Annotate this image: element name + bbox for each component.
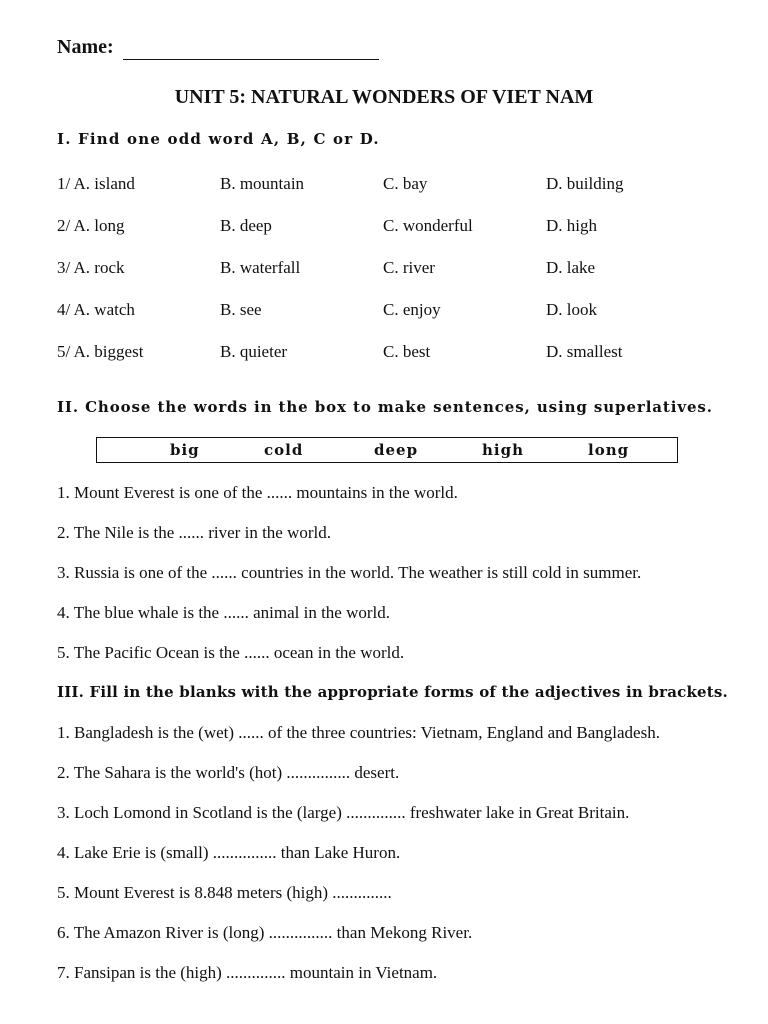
option-b: B. deep xyxy=(220,216,272,235)
option-a: 3/ A. rock xyxy=(57,258,125,277)
option-a: 4/ A. watch xyxy=(57,300,135,319)
option-c: C. river xyxy=(383,258,435,277)
section-3-heading: III. Fill in the blanks with the appropriate forms of the adjectives in brackets. xyxy=(57,683,728,701)
option-c: C. wonderful xyxy=(383,216,473,235)
box-word: deep xyxy=(374,441,419,459)
option-a: 2/ A. long xyxy=(57,216,125,235)
sentence-item: 4. The blue whale is the ...... animal in the world. xyxy=(57,603,391,622)
option-b: B. quieter xyxy=(220,342,288,361)
option-a: 1/ A. island xyxy=(57,174,135,193)
option-d: D. building xyxy=(546,174,624,193)
option-a: 5/ A. biggest xyxy=(57,342,144,361)
sentence-item: 3. Russia is one of the ...... countries in the world. The weather is still cold in summer. xyxy=(57,563,642,582)
option-c: C. bay xyxy=(383,174,428,193)
sentence-item: 6. The Amazon River is (long) ............... than Mekong River. xyxy=(57,923,473,942)
option-b: B. mountain xyxy=(220,174,305,193)
name-label: Name: xyxy=(57,36,114,58)
box-word: big xyxy=(170,441,200,459)
sentence-item: 3. Loch Lomond in Scotland is the (large) .............. freshwater lake in Great Britain. xyxy=(57,803,630,822)
section-2-heading: II. Choose the words in the box to make sentences, using superlatives. xyxy=(57,398,713,416)
sentence-item: 1. Bangladesh is the (wet) ...... of the three countries: Vietnam, England and Bangladesh. xyxy=(57,723,660,742)
option-c: C. best xyxy=(383,342,431,361)
option-d: D. look xyxy=(546,300,597,319)
option-c: C. enjoy xyxy=(383,300,441,319)
option-b: B. see xyxy=(220,300,262,319)
sentence-item: 1. Mount Everest is one of the ...... mountains in the world. xyxy=(57,483,458,502)
sentence-item: 7. Fansipan is the (high) .............. mountain in Vietnam. xyxy=(57,963,438,982)
box-word: long xyxy=(588,441,630,459)
option-d: D. high xyxy=(546,216,597,235)
name-blank-line xyxy=(123,59,379,60)
sentence-item: 4. Lake Erie is (small) ............... than Lake Huron. xyxy=(57,843,401,862)
box-word: high xyxy=(482,441,524,459)
sentence-item: 2. The Sahara is the world's (hot) ............... desert. xyxy=(57,763,400,782)
option-d: D. lake xyxy=(546,258,596,277)
sentence-item: 5. Mount Everest is 8.848 meters (high) .............. xyxy=(57,883,392,902)
page-title: UNIT 5: NATURAL WONDERS OF VIET NAM xyxy=(174,86,594,108)
sentence-item: 5. The Pacific Ocean is the ...... ocean in the world. xyxy=(57,643,405,662)
section-1-heading: I. Find one odd word A, B, C or D. xyxy=(57,130,380,148)
option-b: B. waterfall xyxy=(220,258,301,277)
box-word: cold xyxy=(264,441,304,459)
sentence-item: 2. The Nile is the ...... river in the world. xyxy=(57,523,331,542)
option-d: D. smallest xyxy=(546,342,623,361)
